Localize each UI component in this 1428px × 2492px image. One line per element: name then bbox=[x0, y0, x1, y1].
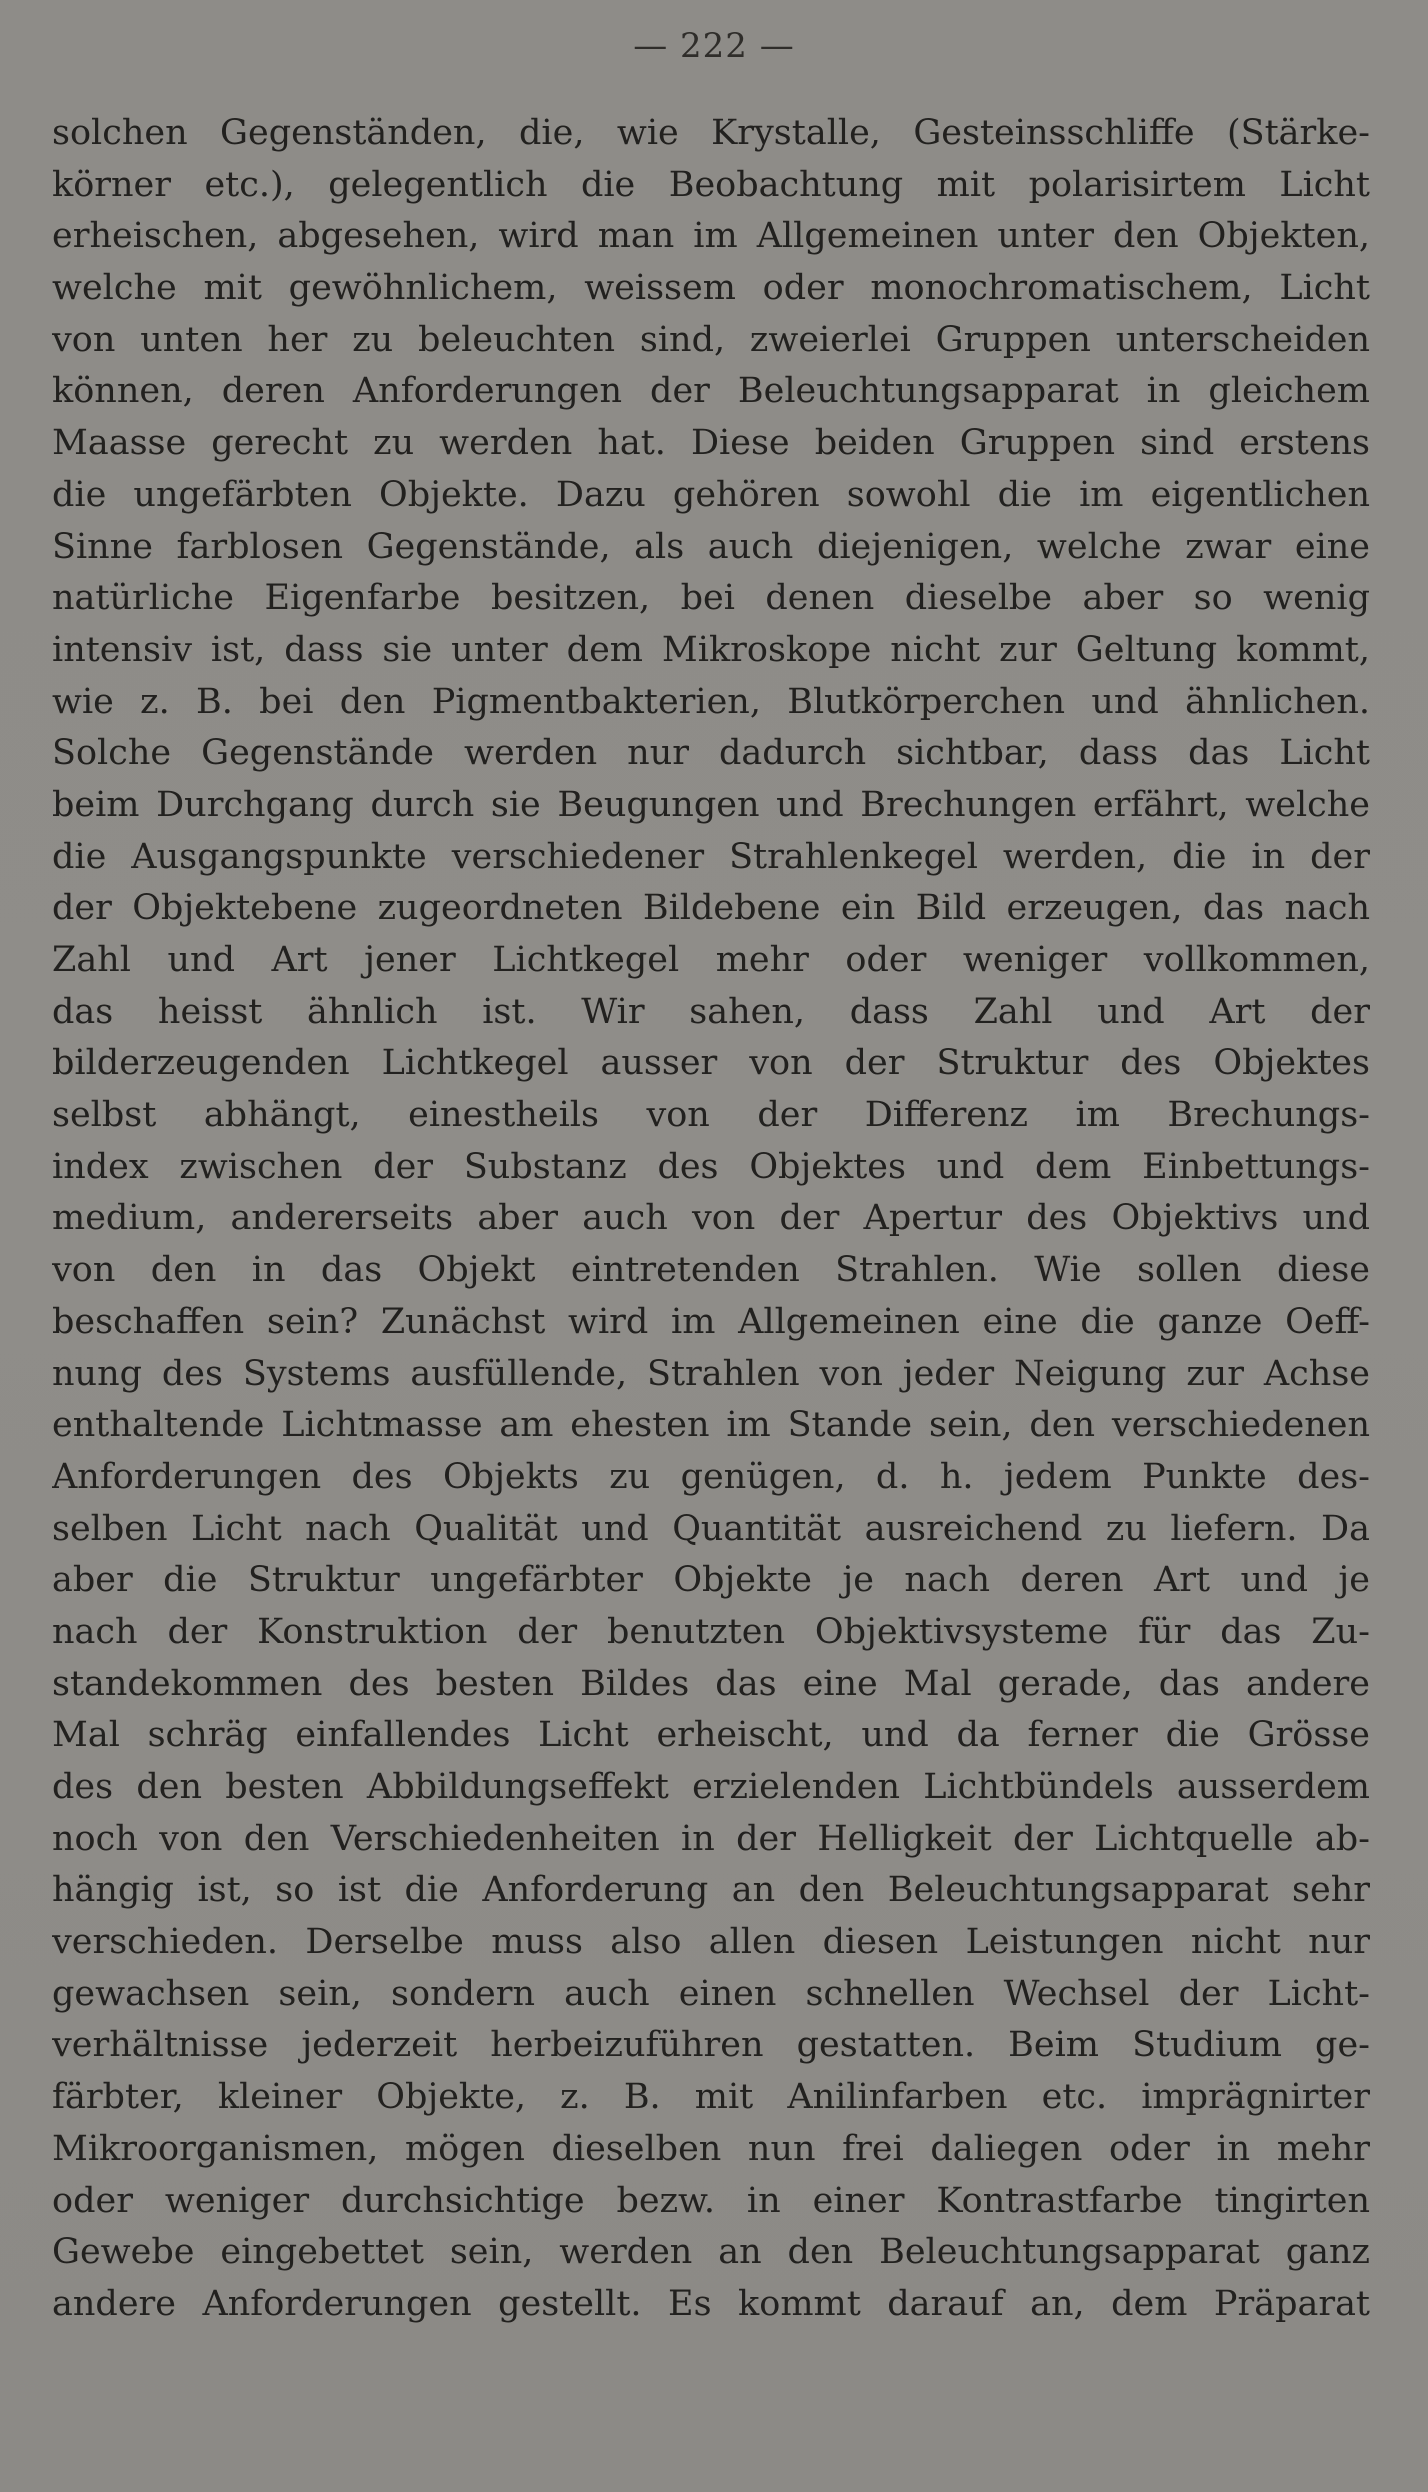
text-line: Gewebe eingebettet sein, werden an den Beleuchtungsapparat ganz bbox=[52, 2232, 1370, 2273]
text-line: Maasse gerecht zu werden hat. Diese beiden Gruppen sind erstens bbox=[52, 423, 1370, 464]
text-line: beschaffen sein? Zunächst wird im Allgemeinen eine die ganze Oeff- bbox=[52, 1301, 1370, 1342]
text-line: standekommen des besten Bildes das eine Mal gerade, das andere bbox=[52, 1663, 1370, 1704]
text-line: gewachsen sein, sondern auch einen schnellen Wechsel der Licht- bbox=[52, 1973, 1370, 2014]
page-number: — 222 — bbox=[633, 26, 795, 66]
text-line: können, deren Anforderungen der Beleuchtungsapparat in gleichem bbox=[52, 371, 1370, 412]
text-line: beim Durchgang durch sie Beugungen und Brechungen erfährt, welche bbox=[52, 784, 1370, 825]
text-line: Mal schräg einfallendes Licht erheischt, und da ferner die Grösse bbox=[52, 1715, 1370, 1756]
text-line: aber die Struktur ungefärbter Objekte je nach deren Art und je bbox=[52, 1560, 1370, 1601]
text-line: bilderzeugenden Lichtkegel ausser von der Struktur des Objektes bbox=[52, 1043, 1370, 1084]
text-line: von den in das Objekt eintretenden Strahlen. Wie sollen diese bbox=[52, 1250, 1370, 1291]
text-line: hängig ist, so ist die Anforderung an den Beleuchtungsapparat sehr bbox=[52, 1870, 1370, 1911]
text-line: die ungefärbten Objekte. Dazu gehören sowohl die im eigentlichen bbox=[52, 474, 1370, 515]
text-line: solchen Gegenständen, die, wie Krystalle, Gesteinsschliffe (Stärke- bbox=[52, 113, 1370, 153]
text-line: der Objektebene zugeordneten Bildebene ein Bild erzeugen, das nach bbox=[52, 888, 1370, 929]
text-line: nung des Systems ausfüllende, Strahlen von jeder Neigung zur Achse bbox=[52, 1353, 1370, 1394]
text-line: erheischen, abgesehen, wird man im Allgemeinen unter den Objekten, bbox=[52, 216, 1370, 257]
text-line: färbter, kleiner Objekte, z. B. mit Anilinfarben etc. imprägnirter bbox=[52, 2077, 1370, 2118]
text-line: oder weniger durchsichtige bezw. in einer Kontrastfarbe tingirten bbox=[52, 2180, 1370, 2221]
text-line: körner etc.), gelegentlich die Beobachtung mit polarisirtem Licht bbox=[52, 164, 1370, 205]
text-line: selben Licht nach Qualität und Quantität ausreichend zu liefern. Da bbox=[52, 1508, 1370, 1549]
text-line: Anforderungen des Objekts zu genügen, d. h. jedem Punkte des- bbox=[52, 1456, 1370, 1497]
text-line: das heisst ähnlich ist. Wir sahen, dass Zahl und Art der bbox=[52, 991, 1370, 1032]
text-line: andere Anforderungen gestellt. Es kommt darauf an, dem Präparat bbox=[52, 2283, 1370, 2324]
text-line: die Ausgangspunkte verschiedener Strahlenkegel werden, die in der bbox=[52, 836, 1370, 877]
text-line: verhältnisse jederzeit herbeizuführen gestatten. Beim Studium ge- bbox=[52, 2025, 1370, 2066]
text-line: selbst abhängt, einestheils von der Differenz im Brechungs- bbox=[52, 1095, 1370, 1136]
text-line: noch von den Verschiedenheiten in der Helligkeit der Lichtquelle ab- bbox=[52, 1818, 1370, 1859]
text-line: intensiv ist, dass sie unter dem Mikroskope nicht zur Geltung kommt, bbox=[52, 629, 1370, 670]
text-line: Zahl und Art jener Lichtkegel mehr oder weniger vollkommen, bbox=[52, 940, 1370, 980]
text-line: welche mit gewöhnlichem, weissem oder monochromatischem, Licht bbox=[52, 268, 1370, 309]
body-text bbox=[52, 108, 1370, 2331]
text-line: enthaltende Lichtmasse am ehesten im Stande sein, den verschiedenen bbox=[52, 1405, 1370, 1446]
text-line: nach der Konstruktion der benutzten Objektivsysteme für das Zu- bbox=[52, 1611, 1370, 1652]
text-line: von unten her zu beleuchten sind, zweierlei Gruppen unterscheiden bbox=[52, 319, 1370, 360]
text-line: medium, andererseits aber auch von der Apertur des Objektivs und bbox=[52, 1198, 1370, 1239]
text-line: Solche Gegenstände werden nur dadurch sichtbar, dass das Licht bbox=[52, 733, 1370, 774]
text-line: verschieden. Derselbe muss also allen diesen Leistungen nicht nur bbox=[52, 1922, 1370, 1963]
text-line: wie z. B. bei den Pigmentbakterien, Blutkörperchen und ähnlichen. bbox=[52, 681, 1370, 722]
text-line: index zwischen der Substanz des Objektes und dem Einbettungs- bbox=[52, 1146, 1370, 1187]
text-line: Mikroorganismen, mögen dieselben nun frei daliegen oder in mehr bbox=[52, 2128, 1370, 2169]
text-line: Sinne farblosen Gegenstände, als auch diejenigen, welche zwar eine bbox=[52, 526, 1370, 567]
text-line: des den besten Abbildungseffekt erzielenden Lichtbündels ausserdem bbox=[52, 1767, 1370, 1807]
text-line: natürliche Eigenfarbe besitzen, bei denen dieselbe aber so wenig bbox=[52, 578, 1370, 619]
